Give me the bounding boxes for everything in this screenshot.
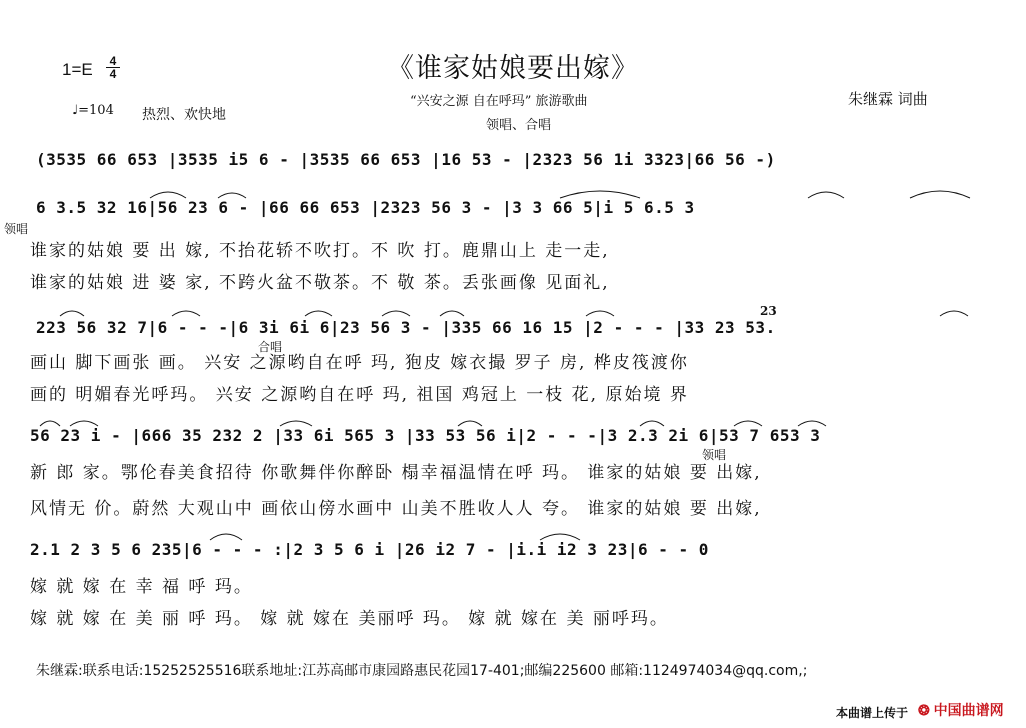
notation-line-5: 2.1 2 3 5 6 235|6 - - - :|2 3 5 6 i |26 i2 7 - |i.i i2 3 23|6 - - 0 [30, 540, 709, 559]
composer-credit: 朱继霖 词曲 [848, 90, 928, 108]
site-logo [918, 700, 1004, 720]
notation-line-2: 6 3.5 32 16|56 23 6 - |66 66 653 |2323 56 3 - |3 3 66 5|i 5 6.5 3 [36, 198, 695, 217]
solo-mark-2: 领唱 [702, 448, 727, 462]
meter-change-mark: 23 [760, 304, 777, 318]
logo-icon: ❂ [918, 702, 930, 718]
key-signature: 1=E [62, 60, 93, 79]
lyric-line-4b: 风情无 价。蔚然 大观山中 画依山傍水画中 山美不胜收人人 夸。 谁家的姑娘 要 出嫁, [30, 499, 762, 519]
upload-note: 本曲谱上传于 [836, 706, 909, 720]
solo-mark: 领唱 [4, 222, 29, 236]
notation-line-4: 56 23 i - |666 35 232 2 |33 6i 565 3 |33 53 56 i|2 - - -|3 2.3 2i 6|53 7 653 3 [30, 426, 821, 445]
lyric-line-5b: 嫁 就 嫁 在 美 丽 呼 玛。 嫁 就 嫁在 美丽呼 玛。 嫁 就 嫁在 美 丽呼玛。 [30, 609, 669, 629]
lyric-line-2a: 谁家的姑娘 要 出 嫁, 不抬花轿不吹打。不 吹 打。鹿鼎山上 走一走, [30, 241, 610, 261]
lyric-line-2b: 谁家的姑娘 进 婆 家, 不跨火盆不敬茶。不 敬 茶。丢张画像 见面礼, [30, 273, 610, 293]
lyric-line-5a: 嫁 就 嫁 在 幸 福 呼 玛。 [30, 577, 253, 597]
lyric-line-3b: 画的 明媚春光呼玛。 兴安 之源哟自在呼 玛, 祖国 鸡冠上 一枝 花, 原始境 界 [30, 385, 689, 405]
site-name: 中国曲谱网 [933, 702, 1004, 718]
time-signature-bottom: 4 [109, 67, 117, 81]
song-subtitle: “兴安之源 自在呼玛” 旅游歌曲 [410, 94, 588, 109]
time-signature-top: 4 [106, 55, 120, 68]
mood-marking: 热烈、欢快地 [142, 107, 226, 123]
notation-line-1: (3535 66 653 |3535 i5 6 - |3535 66 653 |16 53 - |2323 56 1i 3323|66 56 -) [36, 150, 776, 169]
lyric-line-4a: 新 郎 家。鄂伦春美食招待 你歌舞伴你醉卧 榻幸福温情在呼 玛。 谁家的姑娘 要 出嫁, [30, 463, 762, 483]
chorus-mark: 合唱 [258, 340, 283, 354]
notation-line-3: 223 56 32 7|6 - - -|6 3i 6i 6|23 56 3 - |335 66 16 15 |2 - - - |33 23 53. [36, 318, 776, 337]
contact-info: 朱继霖:联系电话:15252525516联系地址:江苏高邮市康园路惠民花园17-401;邮编225600 邮箱:1124974034@qq.com,; [36, 663, 808, 679]
lyric-line-3a: 画山 脚下画张 画。 兴安 之源哟自在呼 玛, 狍皮 嫁衣撮 罗子 房, 桦皮筏渡你 [30, 353, 689, 373]
performance-form: 领唱、合唱 [486, 118, 552, 133]
song-title: 《谁家姑娘要出嫁》 [387, 53, 639, 84]
tempo-marking: ♩=104 [72, 103, 114, 118]
